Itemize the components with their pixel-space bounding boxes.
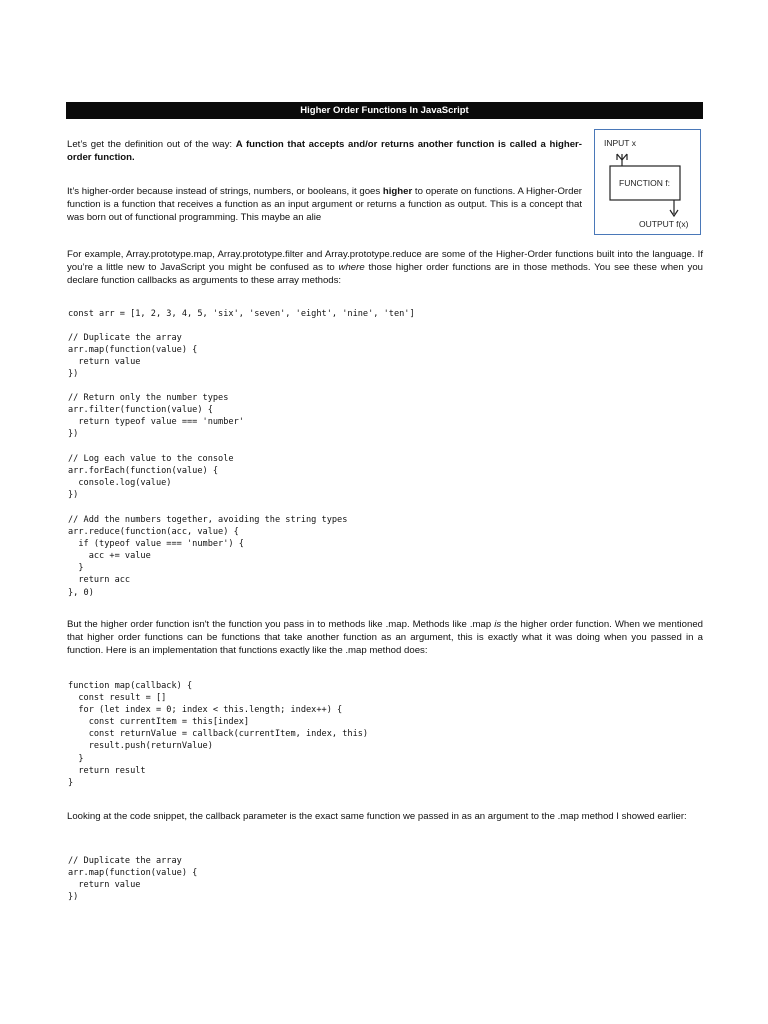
- code-reduce-example: // Add the numbers together, avoiding the string types arr.reduce(function(acc, value) { if (typeof value === 'number') { acc += value } return acc }, 0): [68, 515, 348, 598]
- para2-part2: to operate on functions. A Higher-Order function is a function that receives a function as an input argument or returns a function as output. This is a concept that was born out of functional programming. This maybe an alie: [67, 186, 582, 223]
- input-label: INPUT x: [604, 138, 636, 148]
- para3-italic: where: [338, 262, 365, 273]
- para3-part1: For example, Array.prototype.map, Array.prototype.filter and Array.prototype.reduce are some of the Higher-Order functions built into the language. If you’re a little new to JavaScript you might be confused as to: [67, 249, 703, 273]
- para2-bold: higher: [382, 186, 413, 197]
- para2-part1: It’s higher-order because instead of strings, numbers, or booleans, it goes: [67, 186, 383, 197]
- function-label: FUNCTION f:: [619, 178, 670, 188]
- para4-part1: But the higher order function isn't the function you pass in to methods like .map. Methods like .map: [67, 619, 495, 630]
- higher-order-paragraph: [67, 185, 582, 224]
- document-title: Higher Order Functions In JavaScript: [66, 102, 703, 119]
- code-map-example: // Duplicate the array arr.map(function(value) { return value }): [68, 333, 198, 380]
- para4-part2: the higher order function. When we mentioned that higher order functions can be functions that take another function as an argument, this is exactly what it was doing when you passed in a function. Here is an implementation that functions exactly like the .map method does:: [67, 619, 703, 656]
- code-array-declaration: const arr = [1, 2, 3, 4, 5, 'six', 'seven', 'eight', 'nine', 'ten']: [68, 309, 415, 319]
- function-diagram: [594, 129, 701, 235]
- array-methods-paragraph: [67, 248, 703, 287]
- intro-definition: A function that accepts and/or returns another function is called a higher-order function.: [67, 139, 582, 163]
- para4-italic: is: [494, 619, 502, 630]
- code-map-repeat: // Duplicate the array arr.map(function(value) { return value }): [68, 856, 198, 903]
- intro-lead: Let’s get the definition out of the way:: [67, 139, 236, 150]
- code-filter-example: // Return only the number types arr.filter(function(value) { return typeof value === 'number' }): [68, 393, 244, 440]
- para3-part2: those higher order functions are in those methods. You see these when you declare function callbacks as arguments to these array methods:: [67, 262, 703, 286]
- code-map-implementation: function map(callback) { const result = [] for (let index = 0; index < this.length; index++) { const currentItem = this[index] const returnValue = callback(currentItem, index, this) result.push(returnValue) } return result }: [68, 681, 369, 788]
- output-label: OUTPUT f(x): [639, 219, 689, 229]
- code-foreach-example: // Log each value to the console arr.forEach(function(value) { console.log(value) }): [68, 454, 234, 501]
- higher-order-explanation-paragraph: [67, 618, 703, 657]
- intro-paragraph: [67, 138, 582, 164]
- callback-paragraph: Looking at the code snippet, the callback parameter is the exact same function we passed in as an argument to the .map method I showed earlier:: [67, 811, 687, 822]
